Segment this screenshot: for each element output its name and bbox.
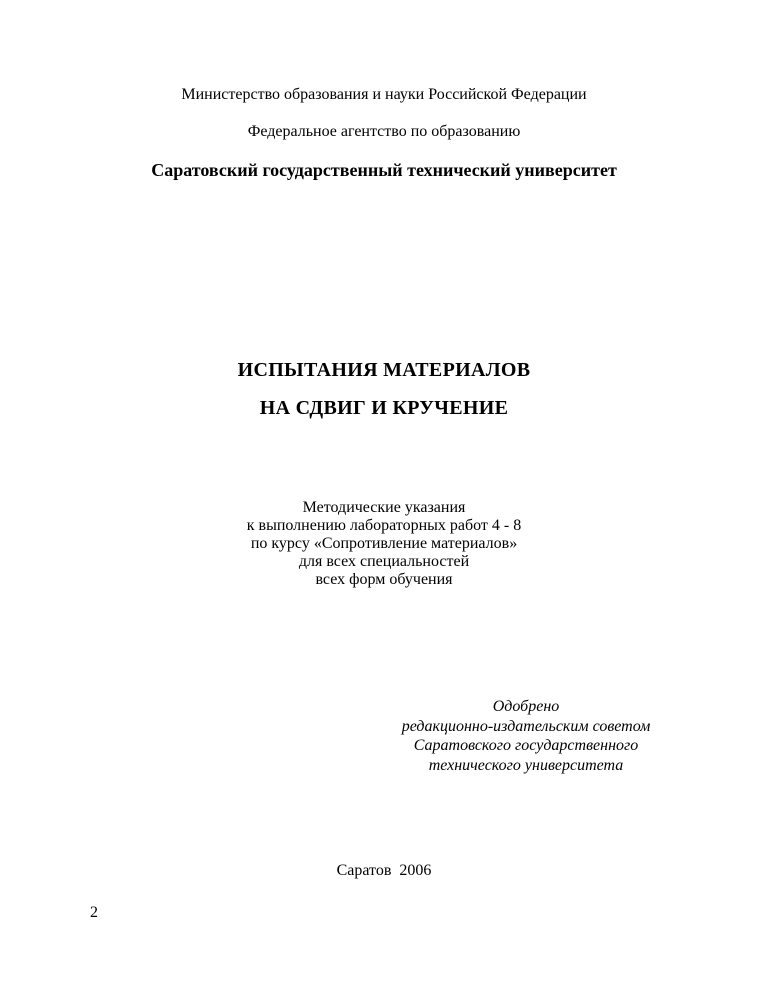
- document-description: [0, 499, 768, 589]
- page-number: 2: [90, 904, 98, 921]
- description-line: Методические указания: [302, 499, 466, 516]
- city-year: Саратов 2006: [336, 862, 432, 879]
- approval-line: Одобрено: [492, 698, 560, 715]
- ministry-line: Министерство образования и науки Российской Федерации: [181, 86, 587, 103]
- description-line: к выполнению лабораторных работ 4 - 8: [246, 517, 522, 534]
- approval-note: [380, 697, 672, 775]
- agency-line: Федеральное агентство по образованию: [247, 123, 521, 140]
- document-title-line-2: НА СДВИГ И КРУЧЕНИЕ: [259, 397, 509, 419]
- approval-line: технического университета: [428, 756, 624, 774]
- approval-line: Саратовского государственного: [413, 737, 639, 754]
- description-line: для всех специальностей: [298, 553, 470, 570]
- university-name: Саратовский государственный технический университет: [151, 160, 617, 180]
- approval-line: редакционно-издательским советом: [401, 717, 651, 735]
- document-title-line-1: ИСПЫТАНИЯ МАТЕРИАЛОВ: [237, 359, 531, 381]
- description-line: по курсу «Сопротивление материалов»: [250, 535, 518, 552]
- description-line: всех форм обучения: [315, 571, 453, 588]
